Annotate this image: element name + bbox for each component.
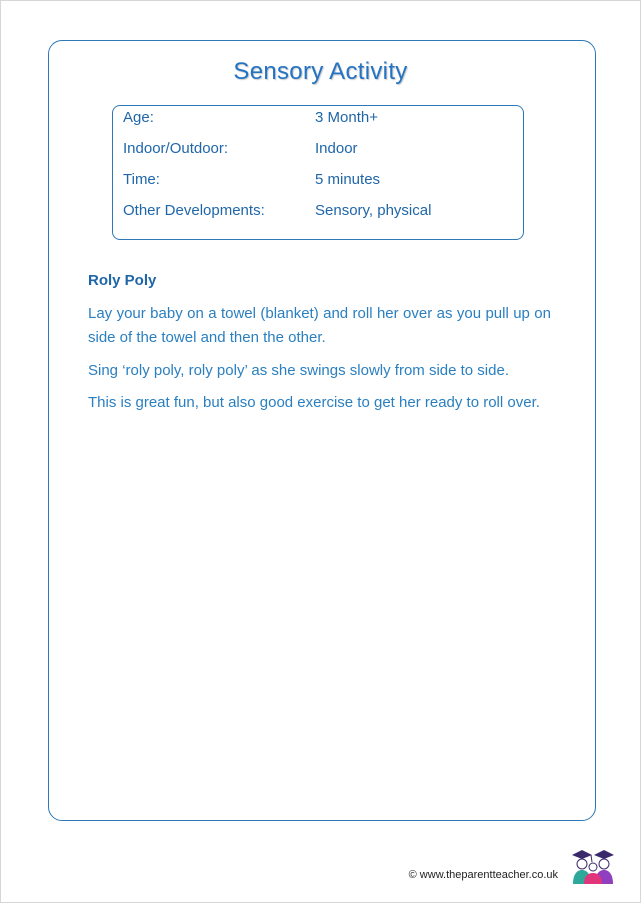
info-label: Indoor/Outdoor: [123,140,229,157]
activity-paragraph: Sing ‘roly poly, roly poly’ as she swings slowly from side to side. [88,362,509,379]
info-value: 5 minutes [315,171,381,188]
activity-paragraph: This is great fun, but also good exercise to get her ready to roll over. [88,394,540,411]
info-value: 3 Month+ [315,109,378,126]
parent-teacher-logo-icon [570,846,616,886]
info-label: Age: [123,109,154,126]
info-box [112,105,524,240]
info-value: Sensory, physical [315,202,432,219]
footer-copyright: © www.theparentteacher.co.uk [408,869,558,881]
page-title: Sensory Activity [233,58,408,85]
info-label: Other Developments: [123,202,265,219]
info-value: Indoor [315,140,358,157]
info-row-location [123,140,513,162]
activity-name: Roly Poly [88,272,157,289]
info-label: Time: [123,171,160,188]
info-row-age [123,109,513,131]
info-row-developments [123,202,513,224]
info-row-time [123,171,513,193]
activity-paragraph: Lay your baby on a towel (blanket) and roll her over as you pull up on side of the towel and then the other. [88,305,551,346]
